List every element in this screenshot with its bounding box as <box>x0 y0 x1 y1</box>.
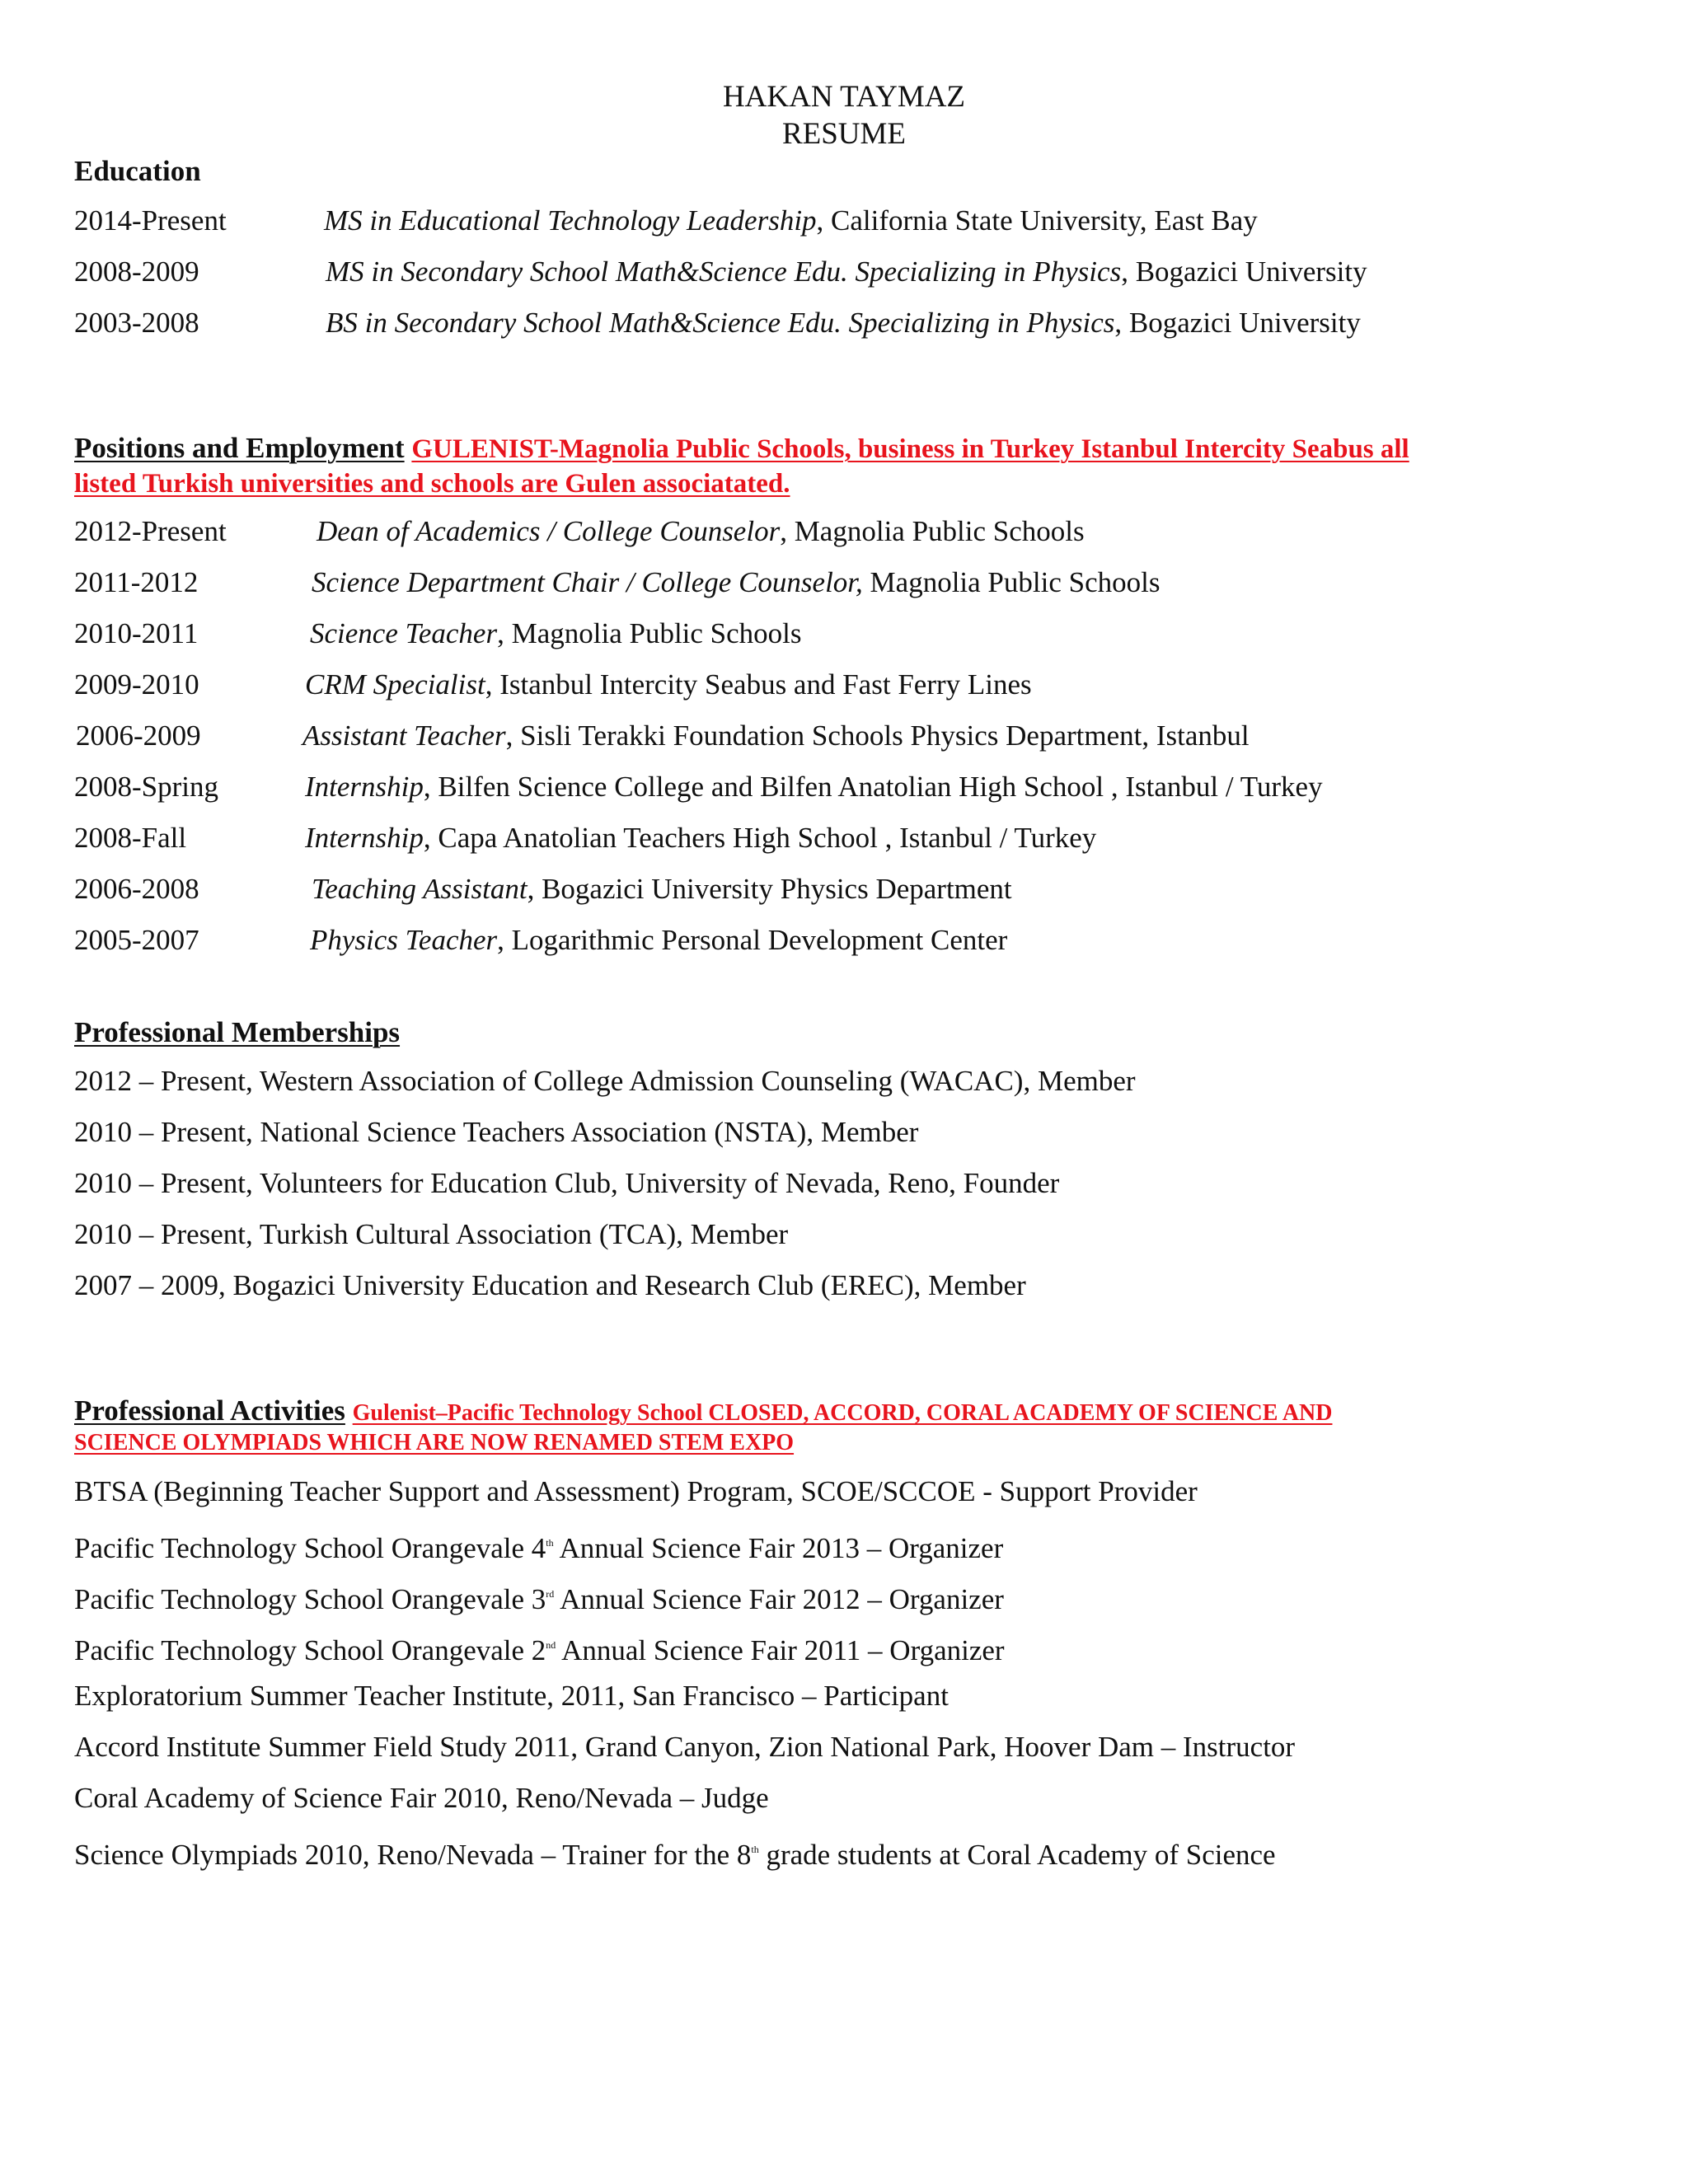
employment-title: Teaching Assistant <box>312 873 528 905</box>
employment-annotation-1: GULENIST-Magnolia Public Schools, business in Turkey Istanbul Intercity Seabus all <box>411 434 1409 464</box>
activities-heading: Professional Activities <box>74 1394 345 1427</box>
activity-text: BTSA (Beginning Teacher Support and Assessment) Program, SCOE/SCCOE - Support Provider <box>74 1475 1198 1507</box>
activity-item <box>74 1731 1295 1764</box>
resume-name: HAKAN TAYMAZ <box>722 80 966 114</box>
employment-date: 2010-2011 <box>74 617 199 649</box>
employment-title: Science Department Chair / College Counselor, <box>312 566 863 598</box>
memberships-heading-line <box>74 1016 400 1049</box>
memberships-heading: Professional Memberships <box>74 1016 401 1048</box>
membership-item: 2010 – Present, National Science Teachers Association (NSTA), Member <box>74 1116 919 1148</box>
activity-text: Accord Institute Summer Field Study 2011, Grand Canyon, Zion National Park, Hoover Dam – Instructor <box>74 1731 1296 1763</box>
education-institution: , Bogazici University <box>1121 255 1367 288</box>
employment-org: , Magnolia Public Schools <box>780 515 1085 547</box>
activity-text-rest: grade students at Coral Academy of Science <box>758 1839 1276 1871</box>
activity-text: Pacific Technology School Orangevale 3 <box>74 1583 546 1615</box>
activity-text-rest: Annual Science Fair 2012 – Organizer <box>554 1583 1004 1615</box>
employment-date: 2006-2008 <box>74 873 199 905</box>
activity-item <box>74 1680 949 1713</box>
activities-annotation-2: SCIENCE OLYMPIADS WHICH ARE NOW RENAMED STEM EXPO <box>74 1430 795 1455</box>
education-degree: MS in Secondary School Math&Science Edu. Specializing in Physics <box>326 255 1122 288</box>
employment-title: Physics Teacher <box>310 924 498 956</box>
employment-date: 2009-2010 <box>74 668 199 701</box>
education-date: 2003-2008 <box>74 307 199 339</box>
activity-text: Pacific Technology School Orangevale 4 <box>74 1532 546 1564</box>
ordinal-suffix: rd <box>546 1588 555 1600</box>
employment-heading-line <box>74 432 1409 466</box>
activity-item <box>74 1782 769 1815</box>
activity-text: Coral Academy of Science Fair 2010, Reno/Nevada – Judge <box>74 1782 769 1814</box>
employment-org: , Bilfen Science College and Bilfen Anatolian High School , Istanbul / Turkey <box>423 771 1323 803</box>
employment-title: Science Teacher <box>310 617 498 649</box>
employment-title: CRM Specialist <box>305 668 485 701</box>
activities-heading-line <box>74 1394 1332 1430</box>
employment-org: , Logarithmic Personal Development Center <box>497 924 1008 956</box>
activity-text: Science Olympiads 2010, Reno/Nevada – Trainer for the 8 <box>74 1839 752 1871</box>
employment-date: 2011-2012 <box>74 566 199 598</box>
membership-item: 2010 – Present, Turkish Cultural Association (TCA), Member <box>74 1218 789 1250</box>
membership-item: 2012 – Present, Western Association of College Admission Counseling (WACAC), Member <box>74 1065 1136 1097</box>
employment-org: Magnolia Public Schools <box>862 566 1160 598</box>
employment-date: 2008-Spring <box>74 771 218 803</box>
activity-item <box>74 1577 1004 1616</box>
employment-annotation-2: listed Turkish universities and schools are Gulen associatated. <box>74 469 790 499</box>
employment-title: Assistant Teacher <box>302 719 506 752</box>
employment-org: , Istanbul Intercity Seabus and Fast Ferry Lines <box>485 668 1032 701</box>
employment-title: Dean of Academics / College Counselor <box>316 515 781 547</box>
education-date: 2014-Present <box>74 204 227 237</box>
employment-date: 2008-Fall <box>74 822 187 854</box>
education-degree: MS in Educational Technology Leadership <box>324 204 817 237</box>
activities-annotation-line2 <box>74 1426 794 1458</box>
education-date: 2008-2009 <box>74 255 199 288</box>
activity-text: Pacific Technology School Orangevale 2 <box>74 1634 546 1666</box>
activity-item <box>74 1833 1276 1872</box>
employment-org: , Capa Anatolian Teachers High School , Istanbul / Turkey <box>423 822 1097 854</box>
activity-item <box>74 1475 1198 1508</box>
employment-org: , Sisli Terakki Foundation Schools Physics Department, Istanbul <box>505 719 1250 752</box>
activity-text: Exploratorium Summer Teacher Institute, 2011, San Francisco – Participant <box>74 1680 949 1712</box>
employment-heading: Positions and Employment <box>74 432 405 464</box>
activity-item <box>74 1629 1005 1667</box>
education-institution: , California State University, East Bay <box>816 204 1258 237</box>
activity-text-rest: Annual Science Fair 2013 – Organizer <box>553 1532 1004 1564</box>
ordinal-suffix: th <box>546 1537 554 1549</box>
employment-date: 2012-Present <box>74 515 227 547</box>
employment-date: 2006-2009 <box>76 719 201 752</box>
activity-text-rest: Annual Science Fair 2011 – Organizer <box>556 1634 1005 1666</box>
employment-org: , Bogazici University Physics Department <box>527 873 1012 905</box>
membership-item: 2007 – 2009, Bogazici University Education and Research Club (EREC), Member <box>74 1269 1026 1301</box>
employment-org: , Magnolia Public Schools <box>497 617 802 649</box>
resume-subtitle: RESUME <box>781 117 907 151</box>
education-heading: Education <box>74 155 201 187</box>
education-degree: BS in Secondary School Math&Science Edu. Specializing in Physics <box>326 307 1115 339</box>
employment-date: 2005-2007 <box>74 924 199 956</box>
ordinal-suffix: th <box>751 1844 759 1855</box>
employment-annotation-line2 <box>74 466 790 500</box>
education-institution: , Bogazici University <box>1114 307 1361 339</box>
membership-item: 2010 – Present, Volunteers for Education Club, University of Nevada, Reno, Founder <box>74 1167 1060 1199</box>
activities-annotation-1: Gulenist–Pacific Technology School CLOSED, ACCORD, CORAL ACADEMY OF SCIENCE AND <box>352 1400 1333 1426</box>
employment-title: Internship <box>305 822 424 854</box>
employment-title: Internship <box>305 771 424 803</box>
activity-item <box>74 1526 1003 1565</box>
ordinal-suffix: nd <box>546 1639 556 1651</box>
